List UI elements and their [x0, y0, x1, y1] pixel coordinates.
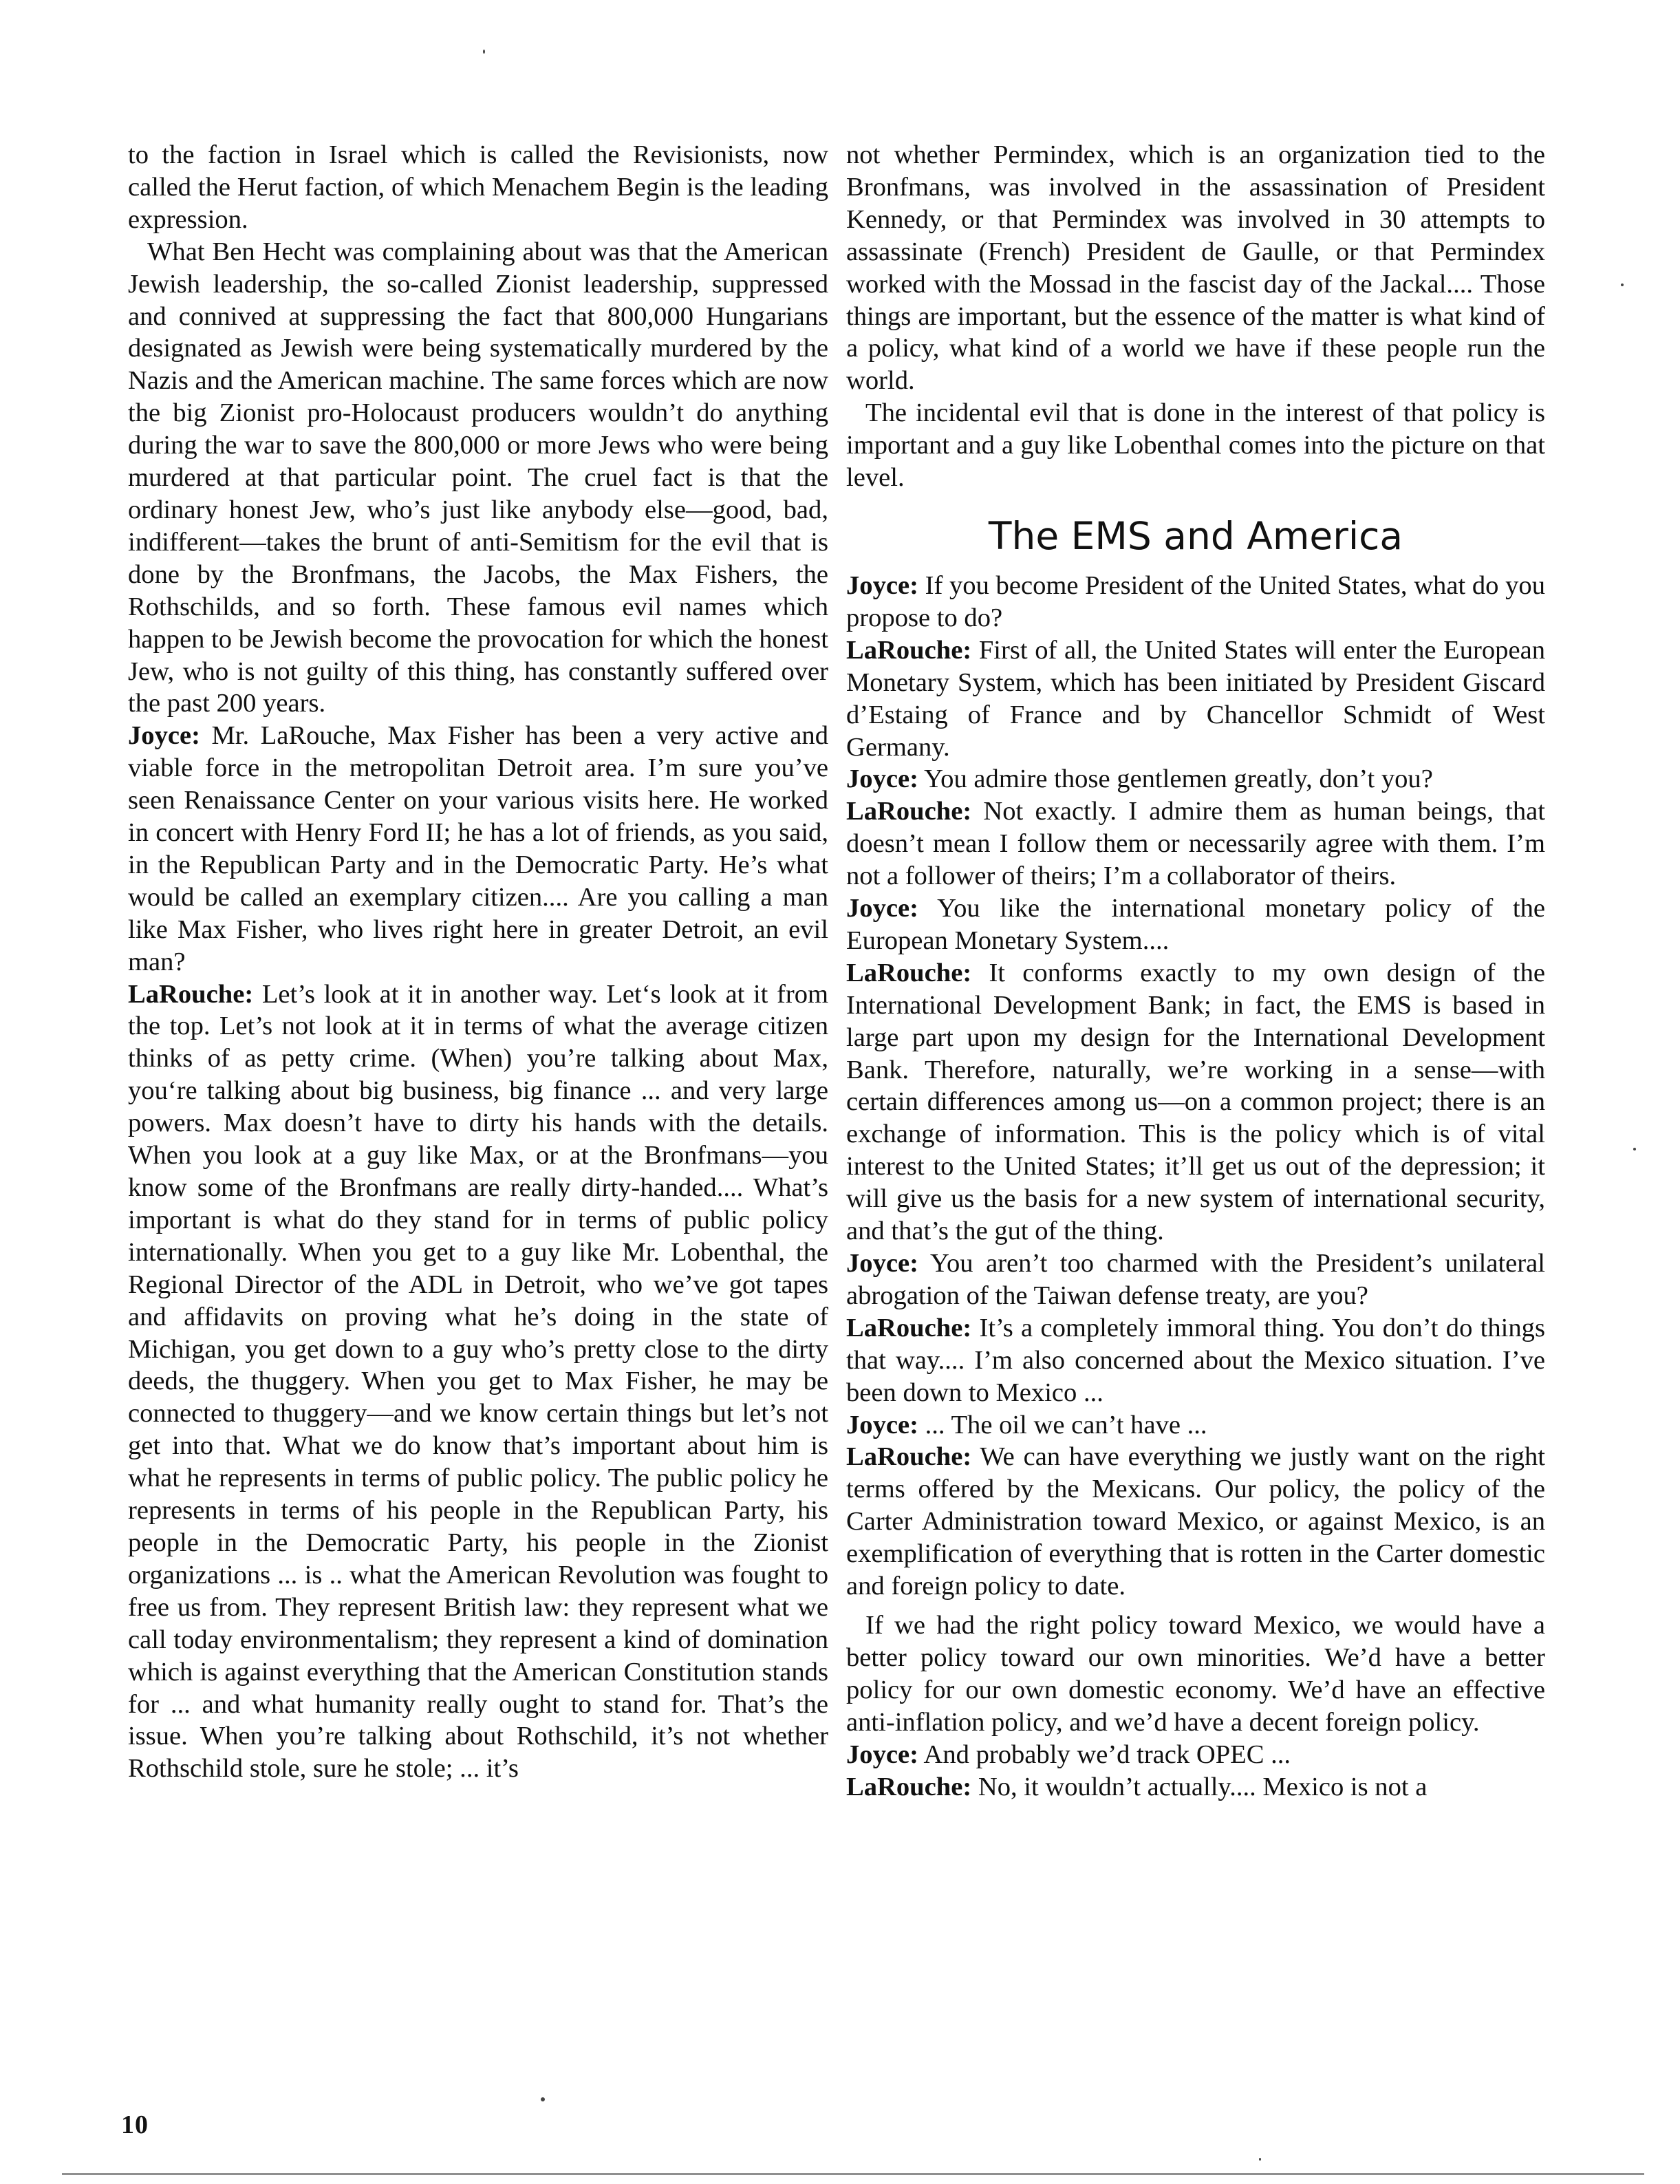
- interview-exchange: [128, 978, 828, 1786]
- interview-exchange: [846, 1409, 1545, 1442]
- speech-text: It’s a completely immoral thing. You don’t do things that way.... I’m also concerned about the Mexico situation. I’ve been down to Mexico ...: [846, 1313, 1545, 1407]
- interview-exchange: [128, 720, 828, 978]
- scan-speck: [483, 50, 485, 54]
- speech-text: If you become President of the United States, what do you propose to do?: [846, 570, 1545, 632]
- speech-text: ... The oil we can’t have ...: [918, 1410, 1207, 1439]
- left-column: [128, 139, 828, 1785]
- scan-speck: [1621, 283, 1624, 286]
- body-paragraph: If we had the right policy toward Mexico, we would have a better policy toward our own minorities. We’d have a better policy for our own domestic economy. We’d have an effective anti-inflation policy, and we’d have a decent foreign policy.: [846, 1610, 1545, 1737]
- interview-exchange: [846, 763, 1545, 795]
- body-paragraph: What Ben Hecht was complaining about was that the American Jewish leadership, the so-called Zionist leadership, suppressed and connived at suppressing the fact that 800,000 Hungarians designated as Jewish were being systematically murdered by the Nazis and the American machine. The same forces which are now the big Zionist pro-Holocaust producers wouldn’t do anything during the war to save the 800,000 or more Jews who were being murdered at that particular point. The cruel fact is that the ordinary honest Jew, who’s just like anybody else—good, bad, indifferent—takes the brunt of anti-Semitism for the evil that is done by the Bronfmans, the Jacobs, the Max Fishers, the Rothschilds, and so forth. These famous evil names which happen to be Jewish become the provocation for which the honest Jew, who is not guilty of this thing, has constantly suffered over the past 200 years.: [128, 237, 828, 718]
- speech-text: And probably we’d track OPEC ...: [918, 1739, 1291, 1769]
- speech-text: Let’s look at it in another way. Let‘s look at it from the top. Let’s not look at it in terms of what the average citizen thinks of as petty crime. (When) you’re talking about Max, you‘re talking about big business, big finance ... and very large powers. Max doesn’t have to dirty his hands with the details. When you look at a guy like Max, or at the Bronfmans—you know some of the Bronfmans are really dirty-handed.... What’s important is what do they stand for in terms of public policy internationally. When you get to a guy like Mr. Lobenthal, the Regional Director of the ADL in Detroit, who we’ve got tapes and affidavits on proving what he’s doing in the state of Michigan, you get down to a guy who’s pretty close to the dirty deeds, the thuggery. When you get to Max Fisher, he may be connected to thuggery—and we know certain things but let’s not get into that. What we do know that’s important about him is what he represents in terms of public policy. The public policy he represents in terms of his people in the Republican Party, his people in the Democratic Party, his people in the Zionist organizations ... is .. what the American Revolution was fought to free us from. They represent British law: they represent what we call today environmentalism; they represent a kind of domination which is against everything that the American Constitution stands for ... and what humanity really ought to stand for. That’s the issue. When you’re talking about Rothschild, it’s not whether Rothschild stole, sure he stole; ... it’s: [128, 979, 828, 1784]
- interview-exchange: [846, 957, 1545, 1248]
- speech-text: You admire those gentlemen greatly, don’t you?: [918, 764, 1433, 794]
- body-paragraph: not whether Permindex, which is an organization tied to the Bronfmans, was involved in the assassination of President Kennedy, or that Permindex was involved in 30 attempts to assassinate (French) President de Gaulle, or that Permindex worked with the Mossad in the fascist day of the Jackal.... Those things are important, but the essence of the matter is what kind of a policy, what kind of a world we have if these people run the world.: [846, 140, 1545, 396]
- speaker-label: LaRouche:: [846, 1772, 972, 1801]
- speaker-label: LaRouche:: [846, 1313, 972, 1342]
- speech-text: You aren’t too charmed with the President’s unilateral abrogation of the Taiwan defense treaty, are you?: [846, 1249, 1545, 1310]
- speaker-label: Joyce:: [846, 894, 918, 923]
- bottom-rule: [62, 2173, 1644, 2175]
- speaker-label: Joyce:: [128, 721, 200, 751]
- body-paragraph: to the faction in Israel which is called the Revisionists, now called the Herut faction, of which Menachem Begin is the leading expression.: [128, 140, 828, 234]
- interview-exchange: [846, 795, 1545, 892]
- interview-exchange: [846, 1441, 1545, 1603]
- speech-text: No, it wouldn’t actually.... Mexico is not a: [971, 1772, 1428, 1801]
- section-heading: The EMS and America: [988, 513, 1403, 558]
- speaker-label: LaRouche:: [846, 797, 972, 826]
- speaker-label: Joyce:: [846, 1410, 918, 1439]
- scan-speck: [1633, 1148, 1636, 1150]
- body-paragraph: The incidental evil that is done in the interest of that policy is important and a guy like Lobenthal comes into the picture on that level.: [846, 398, 1545, 493]
- interview-exchange: [846, 1739, 1545, 1771]
- speech-text: Mr. LaRouche, Max Fisher has been a very active and viable force in the metropolitan Detroit area. I’m sure you’ve seen Renaissance Center on your various visits here. He worked in concert with Henry Ford II; he has a lot of friends, as you said, in the Republican Party and in the Democratic Party. He’s what would be called an exemplary citizen.... Are you calling a man like Max Fisher, who lives right here in greater Detroit, an evil man?: [128, 721, 828, 976]
- speech-text: Not exactly. I admire them as human beings, that doesn’t mean I follow them or necessarily agree with them. I’m not a follower of theirs; I’m a collaborator of theirs.: [846, 797, 1545, 891]
- interview-exchange: [846, 1312, 1545, 1409]
- interview-exchange: [846, 634, 1545, 764]
- right-column: [846, 139, 1545, 1803]
- interview-exchange: [846, 1248, 1545, 1312]
- interview-exchange: [846, 1771, 1545, 1803]
- speaker-label: LaRouche:: [128, 979, 254, 1009]
- speech-text: It conforms exactly to my own design of the International Development Bank; in fact, the EMS is based in large part upon my design for the International Development Bank. Therefore, naturally, we’re working in a sense—with certain differences among us—on a common project; there is an exchange of information. This is the policy which is of vital interest to the United States; it’ll get us out of the depression; it will give us the basis for a new system of international security, and that’s the gut of the thing.: [846, 958, 1545, 1246]
- speaker-label: Joyce:: [846, 1739, 918, 1769]
- speaker-label: Joyce:: [846, 570, 918, 600]
- page-number: 10: [121, 2110, 149, 2139]
- scan-speck: [541, 2097, 545, 2101]
- speaker-label: LaRouche:: [846, 958, 972, 987]
- speaker-label: LaRouche:: [846, 635, 972, 665]
- speaker-label: LaRouche:: [846, 1442, 972, 1472]
- speaker-label: Joyce:: [846, 764, 918, 794]
- scan-speck: [1259, 2158, 1261, 2161]
- speech-text: First of all, the United States will enter the European Monetary System, which has been initiated by President Giscard d’Estaing of France and by Chancellor Schmidt of West Germany.: [846, 635, 1545, 762]
- interview-exchange: [846, 570, 1545, 634]
- speaker-label: Joyce:: [846, 1249, 918, 1278]
- speech-text: You like the international monetary policy of the European Monetary System....: [846, 894, 1545, 955]
- interview-exchange: [846, 892, 1545, 957]
- speech-text: We can have everything we justly want on the right terms offered by the Mexicans. Our policy, the policy of the Carter Administration toward Mexico, or against Mexico, is an exemplification of everything that is rotten in the Carter domestic and foreign policy to date.: [846, 1442, 1545, 1601]
